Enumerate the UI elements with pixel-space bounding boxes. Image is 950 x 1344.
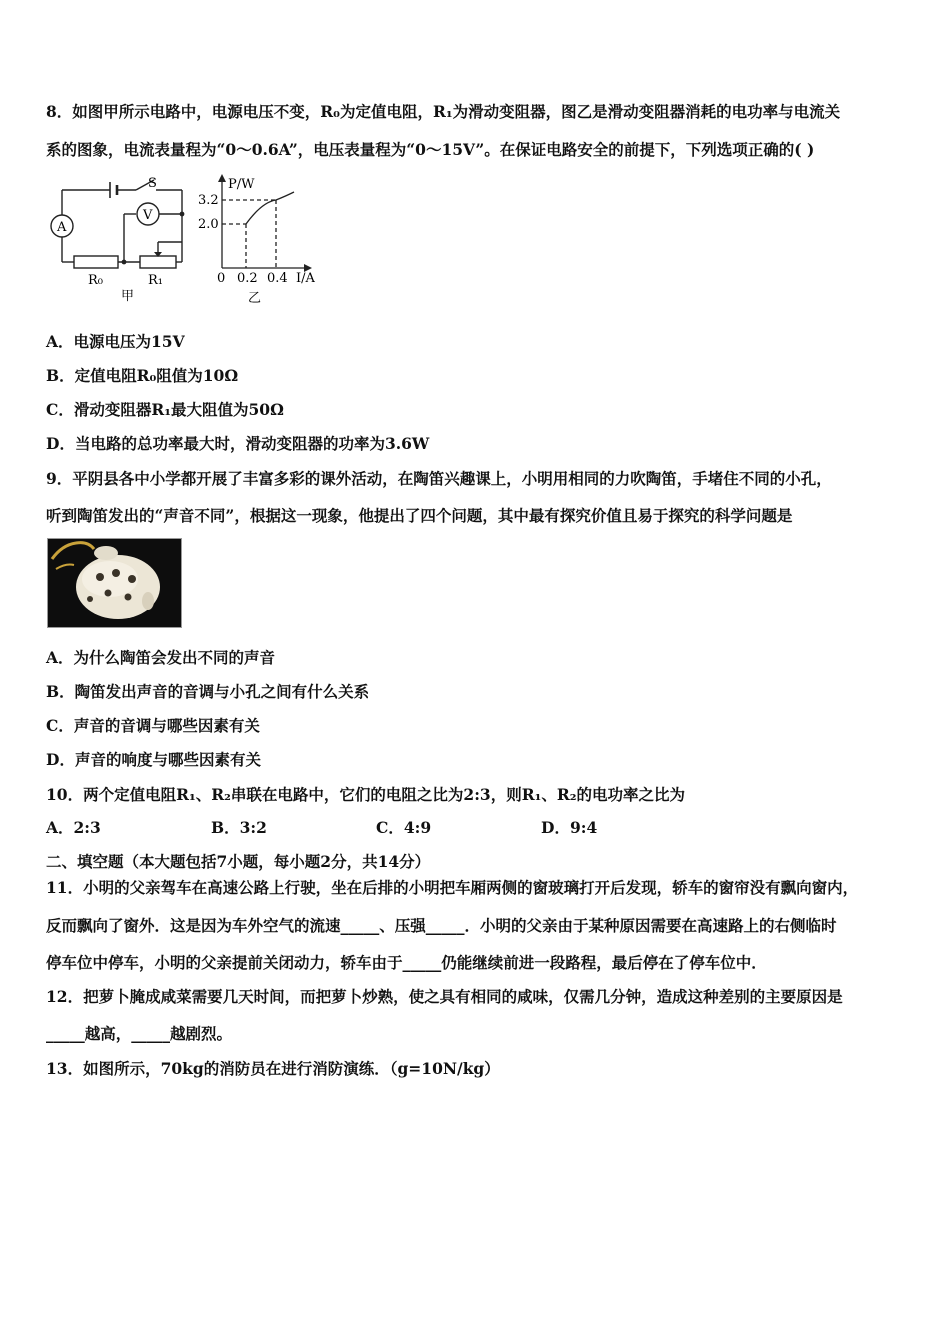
q13-line-1: 13．如图所示，70kg的消防员在进行消防演练．（g=10N/kg） [46, 1059, 500, 1078]
q10-option-d: D．9:4 [541, 818, 598, 837]
q9-option-a: A．为什么陶笛会发出不同的声音 [46, 648, 276, 667]
power-current-graph [196, 172, 328, 306]
graph-xtick: 0.2 [237, 271, 258, 286]
circuit-diagram [44, 172, 194, 304]
graph-xtick: 0.4 [267, 271, 288, 286]
q11-line-2: 反而飘向了窗外．这是因为车外空气的流速_____、压强_____．小明的父亲由于某种原因需要在高速路上的右侧临时 [46, 916, 837, 935]
q8-stem-line-2: 系的图象，电流表量程为“0～0.6A”，电压表量程为“0～15V”。在保证电路安全的前提下，下列选项正确的( ) [46, 140, 815, 159]
q8-option-d: D．当电路的总功率最大时，滑动变阻器的功率为3.6W [46, 434, 430, 453]
q10-option-b: B．3:2 [211, 818, 267, 837]
q9-stem-line-1: 9．平阴县各中小学都开展了丰富多彩的课外活动，在陶笛兴趣课上，小明用相同的力吹陶笛，手堵住不同的小孔， [46, 469, 832, 488]
q10-option-a: A．2:3 [46, 818, 101, 837]
r1-label: R₁ [148, 273, 163, 288]
q11-line-3: 停车位中停车，小明的父亲提前关闭动力，轿车由于_____仍能继续前进一段路程，最后停在了停车位中． [46, 953, 767, 972]
ocarina-icon [48, 539, 181, 627]
q8-option-a: A．电源电压为15V [46, 332, 185, 351]
q12-line-2: _____越高，_____越剧烈。 [46, 1024, 233, 1043]
ammeter-label: A [57, 220, 67, 235]
q9-option-c: C．声音的音调与哪些因素有关 [46, 716, 260, 735]
q12-line-1: 12．把萝卜腌成咸菜需要几天时间，而把萝卜炒熟，使之具有相同的咸味，仅需几分钟，造成这种差别的主要原因是 [46, 987, 843, 1006]
graph-xtick: 0 [217, 271, 226, 286]
switch-label: S [148, 176, 157, 191]
q8-stem-line-1: 8．如图甲所示电路中，电源电压不变，R₀为定值电阻，R₁为滑动变阻器，图乙是滑动变阻器消耗的电功率与电流关 [46, 102, 841, 121]
graph-ylabel: P/W [228, 177, 255, 192]
q9-option-d: D．声音的响度与哪些因素有关 [46, 750, 261, 769]
graph-xlabel: I/A [296, 271, 315, 286]
section-heading: 二、填空题（本大题包括7小题，每小题2分，共14分） [46, 852, 431, 871]
q8-option-c: C．滑动变阻器R₁最大阻值为50Ω [46, 400, 284, 419]
q10-option-c: C．4:9 [376, 818, 432, 837]
graph-ytick: 3.2 [198, 193, 219, 208]
r0-label: R₀ [88, 273, 103, 288]
q8-option-b: B．定值电阻R₀阻值为10Ω [46, 366, 239, 385]
graph-caption: 乙 [248, 291, 262, 306]
graph-ytick: 2.0 [198, 217, 219, 232]
ocarina-photo [47, 538, 182, 628]
q11-line-1: 11．小明的父亲驾车在高速公路上行驶，坐在后排的小明把车厢两侧的窗玻璃打开后发现，轿车的窗帘没有飘向窗内， [46, 878, 859, 897]
q9-stem-line-2: 听到陶笛发出的“声音不同”，根据这一现象，他提出了四个问题，其中最有探究价值且易于探究的科学问题是 [46, 506, 793, 525]
q10-stem: 10．两个定值电阻R₁、R₂串联在电路中，它们的电阻之比为2:3，则R₁、R₂的电功率之比为 [46, 785, 686, 804]
circuit-caption: 甲 [121, 289, 135, 304]
voltmeter-label: V [143, 208, 153, 223]
q9-option-b: B．陶笛发出声音的音调与小孔之间有什么关系 [46, 682, 370, 701]
